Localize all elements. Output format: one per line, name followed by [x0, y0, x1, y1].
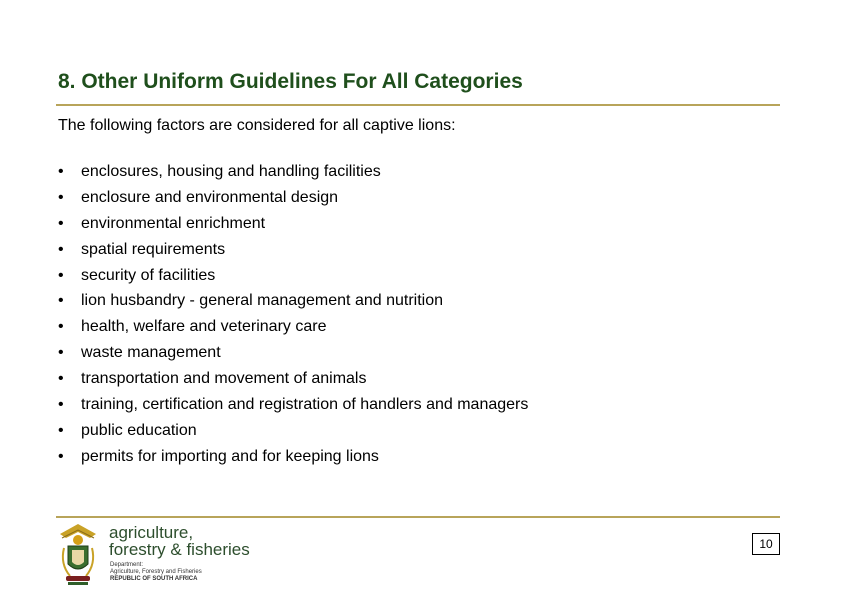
intro-text: The following factors are considered for all captive lions:: [58, 117, 456, 134]
bullet-icon: •: [58, 318, 64, 336]
bullet-icon: •: [58, 421, 64, 439]
list-item-text: enclosure and environmental design: [81, 188, 339, 206]
bullet-icon: •: [58, 266, 64, 284]
department-name: Agriculture, Forestry and Fisheries: [110, 569, 202, 575]
list-item: [56, 162, 528, 188]
list-item-text: lion husbandry - general management and nutrition: [81, 292, 444, 310]
country-name: REPUBLIC OF SOUTH AFRICA: [110, 576, 198, 582]
brand-name-line2: forestry & fisheries: [109, 540, 250, 559]
list-item-text: public education: [81, 421, 197, 439]
bullet-icon: •: [58, 292, 64, 310]
list-item: [56, 291, 528, 317]
bullet-icon: •: [58, 240, 64, 258]
factor-list: [56, 162, 528, 473]
brand-name-line1: agriculture,: [109, 523, 194, 542]
list-item: [56, 188, 528, 214]
list-item: [56, 421, 528, 447]
list-item-text: spatial requirements: [81, 240, 226, 258]
bullet-icon: •: [58, 344, 64, 362]
list-item: [56, 317, 528, 343]
bullet-icon: •: [58, 396, 64, 414]
list-item: [56, 214, 528, 240]
list-item-text: permits for importing and for keeping lions: [81, 447, 379, 465]
list-item: [56, 369, 528, 395]
list-item: [56, 447, 528, 473]
list-item: [56, 395, 528, 421]
department-label: Department:: [110, 562, 144, 568]
bullet-icon: •: [58, 163, 64, 180]
list-item-text: security of facilities: [81, 266, 216, 284]
list-item-text: training, certification and registration of handlers and managers: [81, 396, 529, 414]
bullet-icon: •: [58, 188, 64, 206]
list-item-text: enclosures, housing and handling facilities: [81, 163, 381, 180]
bullet-icon: •: [58, 214, 64, 232]
bullet-icon: •: [58, 370, 64, 388]
bullet-icon: •: [58, 447, 64, 465]
list-item-text: transportation and movement of animals: [81, 370, 367, 388]
list-item: [56, 240, 528, 266]
list-item-text: waste management: [81, 344, 221, 362]
list-item: [56, 266, 528, 292]
footer-divider: [56, 516, 780, 518]
title-divider: [56, 104, 780, 106]
list-item-text: environmental enrichment: [81, 214, 266, 232]
slide-title: 8. Other Uniform Guidelines For All Categories: [58, 70, 523, 93]
page-number: 10: [752, 533, 780, 555]
list-item: [56, 343, 528, 369]
list-item-text: health, welfare and veterinary care: [81, 318, 327, 336]
